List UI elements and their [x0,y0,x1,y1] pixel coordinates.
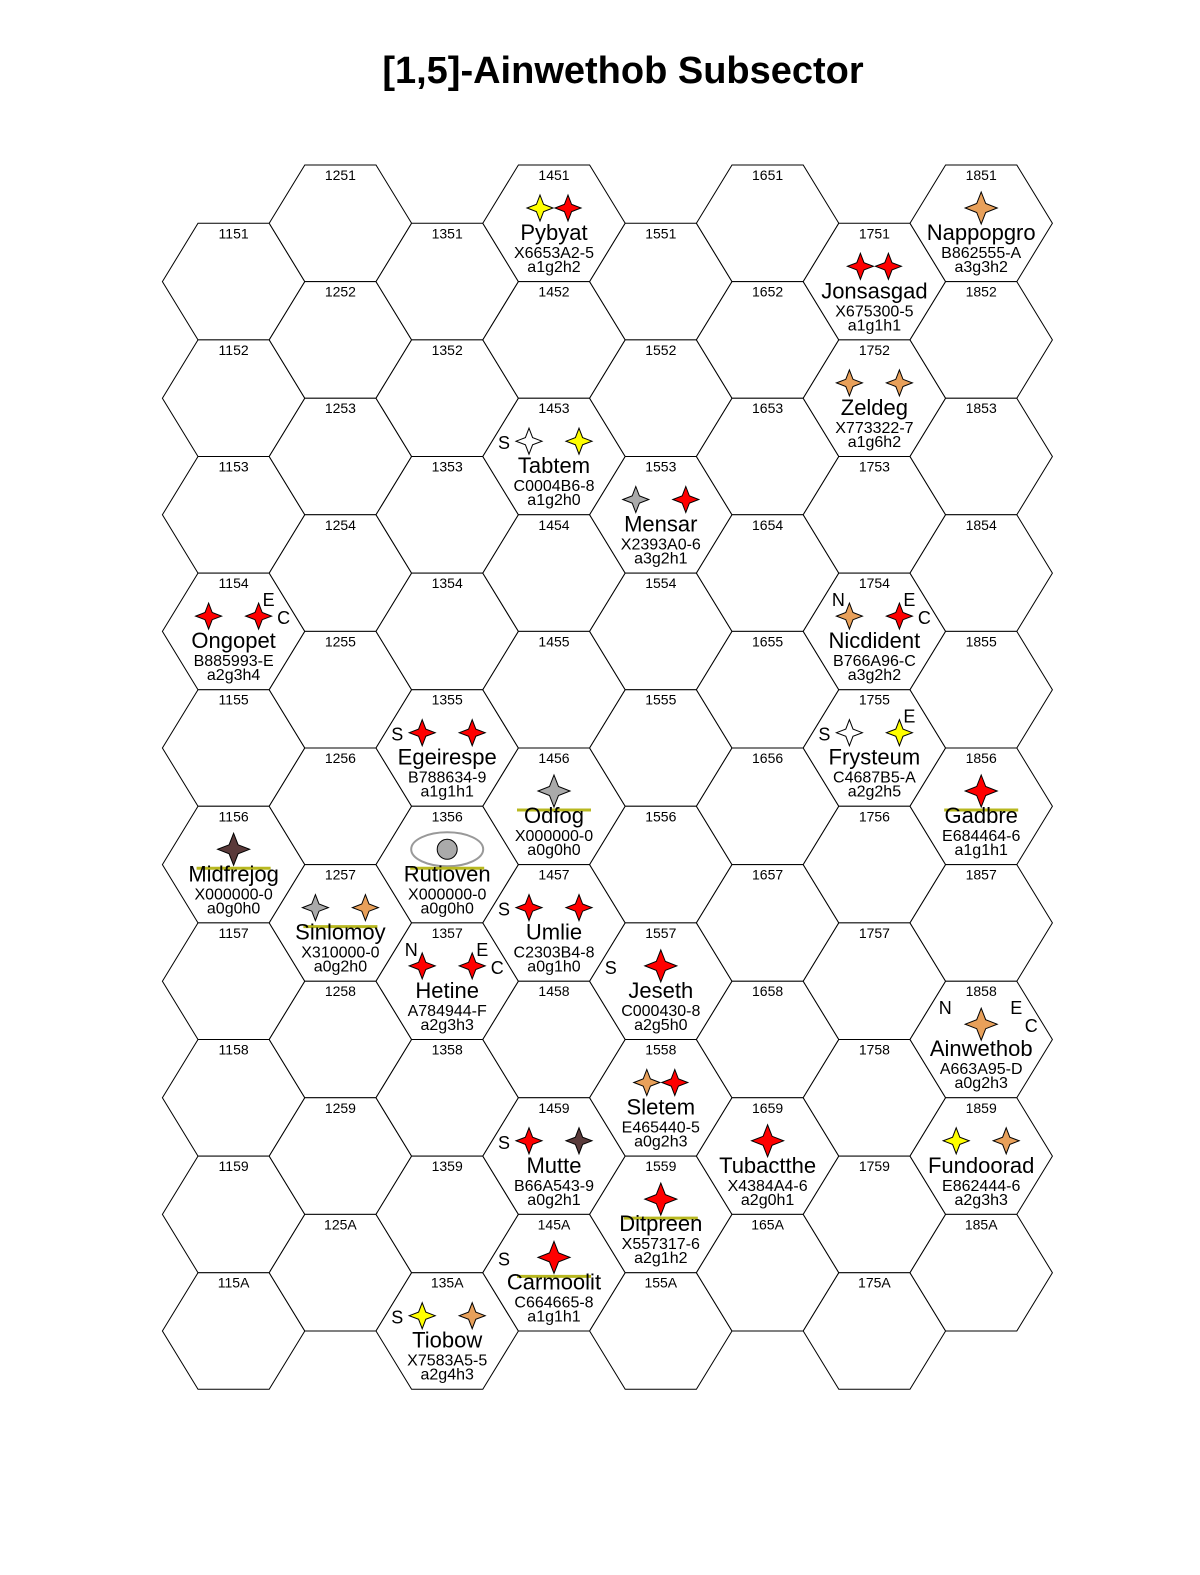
world-uwp: X675300-5 [835,303,914,321]
hex-number: 1356 [431,808,463,825]
world-uwp: X4384A4-6 [727,1177,808,1195]
hex-number: 1152 [218,341,249,358]
hex-number: 1552 [645,341,677,358]
hex-number: 1258 [324,983,356,1000]
world-uwp: X2393A0-6 [620,536,701,554]
world-uwp: B766A96-C [833,653,916,671]
hex-number: 1457 [538,866,570,883]
world-uwp: X000000-0 [194,886,273,904]
world-uwp: B66A543-9 [513,1177,595,1195]
hex-number: 1651 [752,167,784,183]
base-n-label: N [404,939,418,960]
hex-number: 1151 [218,225,249,242]
hex-number: 1856 [965,750,997,766]
world-name: Jeseth [628,977,694,1003]
world-code: a2g0h1 [740,1191,795,1209]
hex-number: 1855 [965,633,997,650]
base-e-label: E [476,939,489,960]
base-e-label: E [903,590,916,611]
hex-number: 1858 [965,983,997,1000]
world-uwp: C664665-8 [514,1294,594,1312]
world-uwp: A784944-F [407,1002,487,1020]
world-code: a2g3h3 [420,1016,474,1034]
hex-number: 1456 [538,750,570,766]
hex-number: 1857 [965,866,997,883]
world-uwp: A663A95-D [939,1061,1023,1079]
world-name: Gadbre [944,803,1018,828]
world-code: a3g2h1 [634,550,688,568]
world-name: Tabtem [517,453,591,479]
hex-number: 1757 [858,924,890,941]
hex-number: 1659 [752,1099,784,1116]
hex-number: 1558 [645,1041,677,1058]
world-name: Sletem [626,1094,696,1120]
world-name: Mensar [624,511,698,537]
hex-number: 1255 [324,633,356,650]
hex-number: 1451 [538,167,570,183]
hex-number: 155A [644,1274,678,1291]
world-name: Fundoorad [927,1152,1035,1178]
hex-number: 1555 [645,691,677,708]
hex-number: 1354 [431,575,463,592]
hex-number: 1453 [538,400,570,417]
world-code: a2g1h2 [634,1250,688,1268]
world-name: Pybyat [520,220,588,245]
world-name: Nicdident [828,628,921,654]
world-code: a2g3h3 [954,1191,1008,1209]
world-code: a1g2h0 [527,492,581,510]
hex-number: 175A [858,1274,891,1291]
world-name: Hetine [415,977,479,1003]
hex-number: 1352 [431,341,463,358]
world-uwp: E465440-5 [621,1119,700,1137]
world-uwp: X6653A2-5 [513,245,595,262]
world-uwp: X7583A5-5 [407,1352,488,1370]
world-name: Tiobow [412,1327,483,1353]
world-uwp: E862444-6 [942,1177,1021,1195]
world-code: a0g0h0 [420,900,474,918]
world-code: a2g3h4 [206,667,261,685]
hex-number: 1357 [431,924,463,941]
hex-number: 1658 [752,983,784,1000]
base-s-label: S [391,724,404,745]
hex-number: 1253 [324,400,356,417]
hex-number: 1157 [218,924,249,941]
world-uwp: X000000-0 [408,886,487,904]
hex-number: 1459 [538,1099,570,1116]
hex-number: 1259 [324,1099,356,1116]
hex-number: 1353 [431,458,463,475]
base-e-label: E [1010,998,1023,1019]
hex-number: 1759 [858,1158,890,1175]
hex-number: 145A [537,1216,571,1233]
world-code: a0g2h0 [313,958,368,976]
world-code: a2g4h3 [420,1366,474,1384]
base-s-label: S [818,724,831,745]
hex-number: 1256 [324,750,356,766]
base-s-label: S [391,1307,404,1328]
world-code: a3g3h2 [954,259,1008,276]
world-code: a1g1h1 [847,317,902,335]
world-name: Tubactthe [719,1152,817,1178]
hex-number: 1158 [218,1041,249,1058]
base-e-label: E [262,590,275,611]
world-name: Ongopet [191,628,276,654]
world-code: a3g2h2 [847,667,902,685]
world-code: a0g1h0 [527,958,581,976]
hex-number: 1852 [965,283,997,300]
hex-number: 1752 [858,341,890,358]
base-s-label: S [497,899,511,920]
page-title: [1,5]-Ainwethob Subsector [382,50,864,92]
world-name: Ditpreen [619,1211,703,1237]
world-name: Mutte [526,1152,582,1178]
hex-number: 1756 [858,808,890,825]
world-code: a0g0h0 [527,842,581,859]
hex-number: 1257 [324,866,356,883]
hex-number: 1458 [538,983,570,1000]
hex-number: 1859 [965,1099,997,1116]
hex-number: 1251 [324,167,356,183]
world-name: Egeirespe [397,744,497,770]
hex-number: 1656 [752,750,784,766]
hex-number: 1452 [538,283,570,300]
hex-number: 1155 [218,691,249,708]
hex-number: 1754 [858,575,890,592]
world-uwp: B885993-E [193,653,274,671]
world-code: a0g2h3 [954,1075,1008,1093]
world-name: Midfrejog [188,861,279,887]
base-c-label: C [277,608,291,629]
base-s-label: S [497,1249,511,1270]
hex-number: 1755 [858,691,890,708]
base-e-label: E [903,706,916,727]
world-name: Ainwethob [929,1036,1033,1062]
hex-number: 165A [751,1216,784,1233]
world-uwp: X310000-0 [301,944,380,962]
hex-number: 1159 [218,1158,249,1175]
hex-number: 1753 [858,458,890,475]
hex-number: 135A [430,1274,464,1291]
world-name: Nappopgro [926,220,1036,245]
hex-number: 1355 [431,691,463,708]
world-code: a1g6h2 [847,433,902,451]
world-uwp: C0004B6-8 [513,478,595,496]
world-name: Odfog [524,803,584,828]
world-name: Zeldeg [840,394,909,420]
hex-number: 1758 [858,1041,890,1058]
hex-number: 1652 [752,283,784,300]
world-uwp: C4687B5-A [833,769,916,787]
world-uwp: C2303B4-8 [513,944,595,962]
hex-number: 1559 [645,1158,677,1175]
hex-number: 1154 [218,575,249,592]
hex-number: 1853 [965,400,997,417]
hex-number: 1556 [645,808,677,825]
hex-number: 1358 [431,1041,463,1058]
hex-number: 1851 [965,167,997,183]
world-code: a1g1h1 [954,842,1008,859]
world-name: Umlie [525,919,583,945]
hex-number: 125A [324,1216,357,1233]
world-name: Frysteum [828,744,921,770]
world-code: a0g0h0 [206,900,261,918]
hex-number: 1254 [324,516,356,533]
world-code: a0g2h3 [634,1133,688,1151]
hex-number: 1153 [218,458,249,475]
hex-number: 1252 [324,283,356,300]
world-uwp: X000000-0 [514,828,594,845]
world-name: Rutioven [403,861,491,887]
hex-number: 1657 [752,866,784,883]
world-code: a1g1h1 [527,1308,581,1326]
hex-number: 1751 [858,225,890,242]
hex-number: 1557 [645,924,677,941]
hex-number: 185A [964,1216,998,1233]
hex-number: 115A [217,1274,250,1291]
world-code: a2g2h5 [847,783,902,801]
base-c-label: C [490,957,504,978]
world-name: Carmoolit [506,1269,602,1295]
world-uwp: B862555-A [941,245,1022,262]
base-s-label: S [497,433,511,454]
world-uwp: E684464-6 [942,828,1021,845]
hex-number: 1454 [538,516,570,533]
world-name: Sinlomoy [295,919,386,945]
base-c-label: C [917,608,931,629]
hex-number: 1455 [538,633,570,650]
base-s-label: S [604,957,617,978]
hex-number: 1553 [645,458,677,475]
hex-number: 1655 [752,633,784,650]
hex-number: 1854 [965,516,997,533]
world-uwp: B788634-9 [408,769,487,787]
base-n-label: N [831,590,845,611]
hex-number: 1156 [218,808,249,825]
world-code: a0g2h1 [527,1191,581,1209]
world-uwp: X773322-7 [835,419,914,437]
base-s-label: S [497,1132,511,1153]
hex-number: 1654 [752,516,784,533]
hex-number: 1653 [752,400,784,417]
world-code: a2g5h0 [634,1016,688,1034]
world-name: Jonsasgad [821,278,928,304]
world-uwp: C000430-8 [621,1002,701,1020]
world-code: a1g1h1 [420,783,474,801]
eye-pupil-icon [437,839,457,859]
hex-number: 1554 [645,575,677,592]
hex-number: 1351 [431,225,463,242]
world-code: a1g2h2 [527,259,581,276]
base-c-label: C [1024,1016,1038,1037]
hex-number: 1551 [645,225,677,242]
base-n-label: N [938,998,952,1019]
hex-number: 1359 [431,1158,463,1175]
world-uwp: X557317-6 [621,1236,700,1254]
